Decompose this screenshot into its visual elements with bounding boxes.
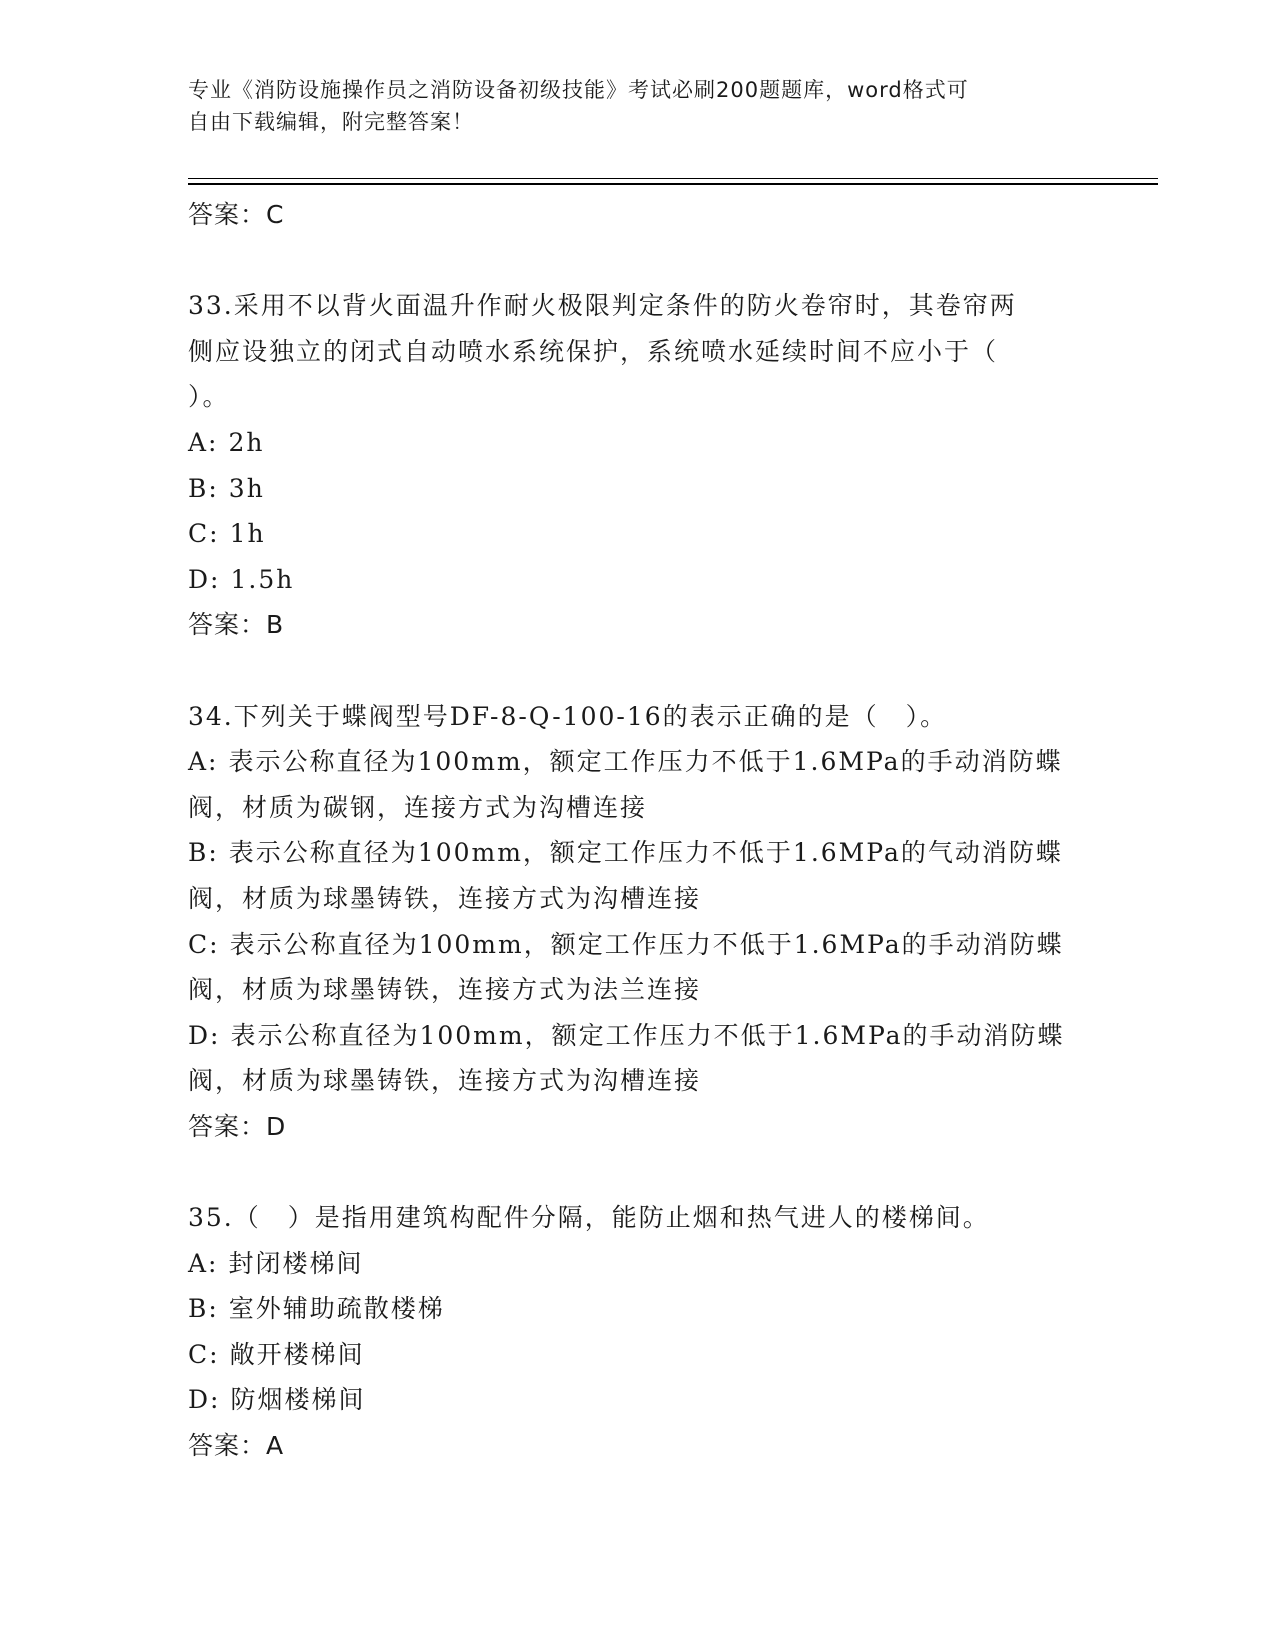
option-text: 阀，材质为碳钢，连接方式为沟槽连接 [188, 792, 648, 822]
option-letter: D: [188, 1020, 221, 1050]
option-text: 表示公称直径为100mm，额定工作压力不低于1.6MPa的手动消防蝶 [229, 929, 1064, 959]
answer-line: 答案：B [188, 610, 285, 640]
option-text: 表示公称直径为100mm，额定工作压力不低于1.6MPa的手动消防蝶 [230, 1020, 1065, 1050]
option-letter: D: [188, 564, 221, 594]
option-line [188, 466, 1088, 512]
option-text: 1.5h [230, 564, 295, 594]
option-line [188, 557, 1088, 603]
header-line-1: 专业《消防设施操作员之消防设备初级技能》考试必刷200题题库，word格式可 [188, 78, 969, 102]
option-text: 阀，材质为球墨铸铁，连接方式为法兰连接 [188, 975, 702, 1005]
option-line [188, 922, 1088, 968]
option-line [188, 739, 1088, 785]
question-content [188, 192, 1088, 1469]
option-letter: C: [188, 519, 220, 549]
option-text: 3h [228, 473, 265, 503]
option-text: 1h [229, 519, 266, 549]
previous-answer: 答案：C [188, 200, 285, 229]
header-line-2: 自由下载编辑，附完整答案！ [188, 110, 474, 134]
question-block [188, 694, 1088, 1196]
question-block [188, 283, 1088, 693]
spacer [188, 238, 1088, 284]
option-letter: A: [188, 1248, 219, 1278]
option-letter: C: [188, 929, 220, 959]
option-letter: A: [188, 747, 219, 777]
question-stem-line: 35.（ ）是指用建筑构配件分隔，能防止烟和热气进人的楼梯间。 [188, 1203, 990, 1233]
option-line [188, 1377, 1088, 1423]
option-line [188, 1013, 1088, 1059]
question-block [188, 1195, 1088, 1469]
question-stem-line: 33.采用不以背火面温升作耐火极限判定条件的防火卷帘时，其卷帘两 [188, 291, 1017, 321]
spacer [188, 1149, 1088, 1195]
option-letter: A: [188, 427, 219, 457]
option-line [188, 1058, 1088, 1104]
option-text: 表示公称直径为100mm，额定工作压力不低于1.6MPa的气动消防蝶 [228, 838, 1063, 868]
option-text: 阀，材质为球墨铸铁，连接方式为沟槽连接 [188, 1066, 702, 1096]
option-text: 阀，材质为球墨铸铁，连接方式为沟槽连接 [188, 883, 702, 913]
question-stem-line: ）。 [188, 382, 230, 412]
option-text: 封闭楼梯间 [228, 1248, 364, 1278]
answer-line: 答案：D [188, 1111, 287, 1141]
option-line [188, 876, 1088, 922]
option-text: 室外辅助疏散楼梯 [228, 1294, 445, 1324]
option-letter: B: [188, 838, 219, 868]
option-letter: D: [188, 1385, 221, 1415]
option-line [188, 1286, 1088, 1332]
option-letter: C: [188, 1339, 220, 1369]
question-stem-line: 34.下列关于蝶阀型号DF-8-Q-100-16的表示正确的是（ ）。 [188, 701, 948, 731]
option-line [188, 1332, 1088, 1378]
question-stem-line: 侧应设独立的闭式自动喷水系统保护，系统喷水延续时间不应小于（ [188, 336, 999, 366]
option-letter: B: [188, 473, 219, 503]
spacer [188, 648, 1088, 694]
option-text: 防烟楼梯间 [230, 1385, 366, 1415]
answer-line: 答案：A [188, 1431, 285, 1461]
option-line [188, 1241, 1088, 1287]
option-line [188, 785, 1088, 831]
header-rule-thick [188, 183, 1158, 185]
option-text: 敞开楼梯间 [229, 1339, 365, 1369]
page-header [188, 74, 1088, 138]
option-line [188, 967, 1088, 1013]
option-line [188, 830, 1088, 876]
header-rule-thin [188, 178, 1158, 179]
option-line [188, 511, 1088, 557]
option-text: 表示公称直径为100mm，额定工作压力不低于1.6MPa的手动消防蝶 [228, 747, 1063, 777]
option-line [188, 420, 1088, 466]
option-text: 2h [228, 427, 265, 457]
option-letter: B: [188, 1294, 219, 1324]
